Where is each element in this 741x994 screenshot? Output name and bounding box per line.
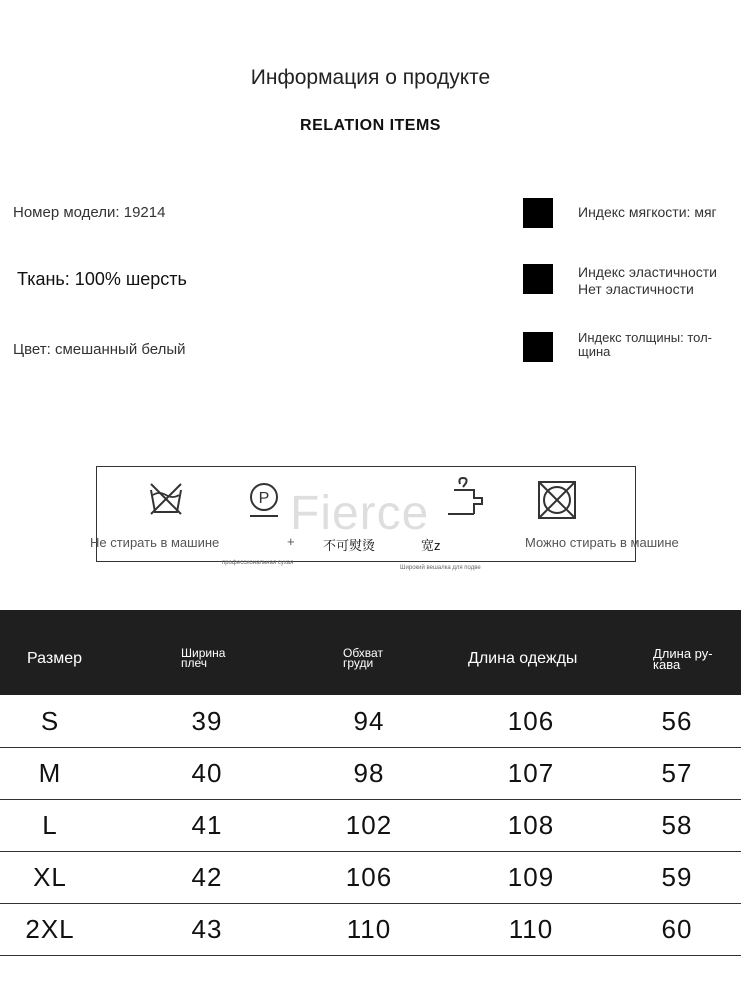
table-row xyxy=(0,696,741,748)
dry-clean-p-icon xyxy=(245,481,283,519)
header-length: Длина одежды xyxy=(468,650,578,667)
table-cell: 39 xyxy=(191,706,223,736)
table-cell: 107 xyxy=(507,758,555,788)
header-sleeve-line2: кава xyxy=(653,657,681,672)
table-cell: 41 xyxy=(191,810,223,840)
softness-square-icon xyxy=(523,198,553,228)
table-cell: 106 xyxy=(345,862,393,892)
table-cell: 2XL xyxy=(25,914,75,944)
size-table-header xyxy=(0,610,741,695)
fabric-info: Ткань: 100% шерсть xyxy=(17,269,187,289)
care-label-no-machine-wash: Не стирать в машине xyxy=(90,535,220,550)
elasticity-index-label: Индекс эластичности xyxy=(578,264,717,280)
table-cell: 98 xyxy=(353,758,385,788)
header-shoulder-line1: Ширина xyxy=(181,646,226,660)
page-subtitle: RELATION ITEMS xyxy=(300,117,441,134)
table-cell: 42 xyxy=(191,862,223,892)
table-cell: L xyxy=(42,810,58,840)
table-cell: 43 xyxy=(191,914,223,944)
thickness-index-value: щина xyxy=(578,344,611,359)
softness-index-label: Индекс мягкости: мяг xyxy=(578,204,717,220)
care-label-machine-wash: Можно стирать в машине xyxy=(525,535,679,550)
table-cell: 94 xyxy=(353,706,385,736)
table-cell: S xyxy=(40,706,60,736)
header-shoulder-line2: плеч xyxy=(181,656,208,670)
table-cell: 106 xyxy=(507,706,555,736)
page-title: Информация о продукте xyxy=(250,66,491,89)
model-number: Номер модели: 19214 xyxy=(13,204,166,221)
elasticity-square-icon xyxy=(523,264,553,294)
table-row xyxy=(0,904,741,956)
hang-dry-icon xyxy=(446,474,490,520)
table-row xyxy=(0,800,741,852)
watermark: Fierce xyxy=(290,487,430,540)
table-cell: 102 xyxy=(345,810,393,840)
elasticity-index xyxy=(578,264,741,298)
table-cell: 56 xyxy=(661,706,693,736)
header-size: Размер xyxy=(27,650,82,667)
no-tumble-dry-icon xyxy=(537,480,577,520)
table-cell: 58 xyxy=(661,810,693,840)
table-row xyxy=(0,852,741,904)
table-cell: 108 xyxy=(507,810,555,840)
care-note-hanger: Широкий вешалка для подве xyxy=(400,565,481,571)
thickness-index-label: Индекс толщины: тол- xyxy=(578,331,712,345)
softness-index xyxy=(578,204,741,221)
table-cell: 109 xyxy=(507,862,555,892)
svg-text:P: P xyxy=(258,490,270,507)
header-chest-line2: груди xyxy=(343,656,374,670)
color-info: Цвет: смешанный белый xyxy=(13,341,186,358)
table-row xyxy=(0,748,741,800)
table-cell: 110 xyxy=(346,914,392,944)
care-label-no-iron: 不可熨烫 xyxy=(323,538,376,553)
no-machine-wash-icon xyxy=(148,481,184,517)
table-cell: 57 xyxy=(661,758,693,788)
elasticity-index-value: Нет эластичности xyxy=(578,281,694,297)
table-cell: 59 xyxy=(661,862,693,892)
thickness-index xyxy=(578,331,741,359)
table-cell: 110 xyxy=(508,914,554,944)
header-shoulder xyxy=(181,648,225,668)
header-chest-line1: Обхват xyxy=(343,646,383,660)
table-cell: XL xyxy=(33,862,67,892)
care-plus: + xyxy=(287,534,295,549)
header-sleeve xyxy=(653,648,713,670)
table-cell: M xyxy=(38,758,62,788)
care-label-hang: 宽z xyxy=(421,538,441,553)
thickness-square-icon xyxy=(523,332,553,362)
care-note-dry-clean: профессиональная сухая xyxy=(222,560,294,566)
header-chest xyxy=(343,648,383,668)
table-cell: 60 xyxy=(661,914,693,944)
table-cell: 40 xyxy=(191,758,223,788)
header-sleeve-line1: Длина ру- xyxy=(653,646,713,661)
